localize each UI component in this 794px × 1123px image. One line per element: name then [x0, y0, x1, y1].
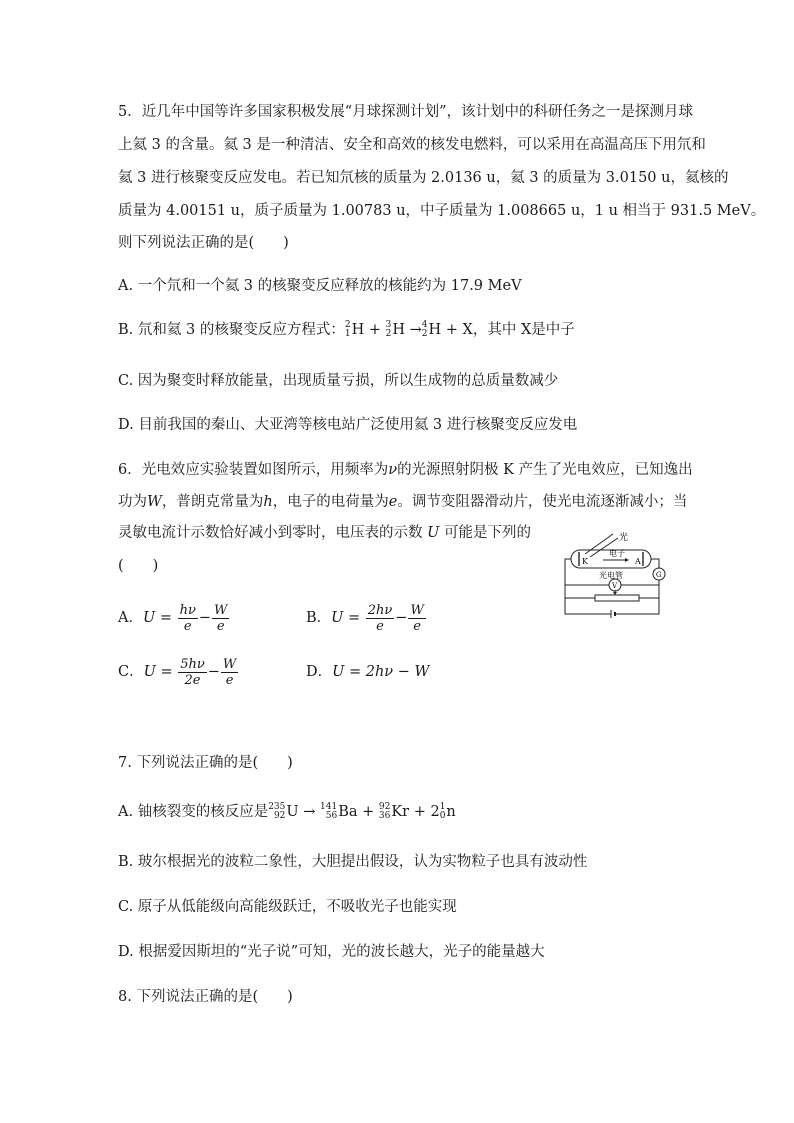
nuclide-mass-number: 4 [421, 320, 428, 330]
rheostat [595, 595, 639, 601]
nuclide-mass-number: 235 [268, 802, 286, 812]
nuclide-symbol: Ba [338, 804, 358, 820]
nuclide-mass-number: 92 [378, 802, 391, 812]
fraction [178, 657, 207, 688]
q6-text: 6．光电效应实验装置如图所示，用频率为 [118, 462, 389, 478]
nuclide-mass-number: 1 [439, 802, 446, 812]
fraction [212, 603, 229, 634]
numerator: W [214, 602, 228, 618]
nuclide-symbol: n [446, 804, 456, 820]
q7-option-a-text: A. 铀核裂变的核反应是 [118, 804, 269, 820]
q7-option-d: D. 根据爱因斯坦的“光子说”可知，光的波长越大，光子的能量越大 [118, 944, 545, 960]
nuclide-symbol: H [392, 322, 405, 338]
frequency-symbol: ν [388, 462, 398, 478]
q6-text: 功为 [118, 494, 147, 510]
nuclide-barium-141 [320, 802, 358, 822]
q5-stem-line-5: 则下列说法正确的是( ) [118, 235, 289, 251]
numerator: W [410, 602, 424, 618]
voltage-symbol: U [427, 525, 440, 541]
nuclide-deuterium [345, 320, 364, 340]
label-phototube: 光电管 [599, 571, 623, 580]
nuclide-symbol: H [428, 322, 442, 338]
nuclide-mass-number: 3 [385, 320, 392, 330]
q6-text: ，电子的电荷量为 [272, 494, 389, 510]
q6-option-a [118, 602, 230, 634]
numerator: hν [179, 602, 196, 618]
nuclide-helium-4 [422, 320, 441, 340]
label-voltmeter: V [612, 582, 618, 590]
minus-sign: − [198, 610, 212, 626]
q5-option-b-tail: ，其中 X是中子 [472, 322, 575, 338]
q6-text: 灵敏电流计示数恰好减小到零时，电压表的示数 [118, 525, 423, 541]
fraction [366, 603, 395, 634]
charge-symbol: e [388, 494, 398, 510]
numerator: 2hν [367, 602, 393, 618]
nuclide-krypton-92 [379, 802, 409, 822]
q6-text: 可能是下列的 [443, 525, 531, 541]
q8-stem: 8. 下列说法正确的是( ) [118, 989, 293, 1005]
fraction [178, 603, 198, 634]
option-label: A． [118, 610, 143, 626]
q7-option-b: B. 玻尔根据光的波粒二象性，大胆提出假设，认为实物粒子也具有波动性 [118, 854, 588, 870]
q5-option-b-text: B. 氘和氦 3 的核聚变反应方程式： [118, 322, 345, 338]
formula-lhs: U = [142, 610, 172, 626]
q6-text: 。调节变阻器滑动片，使光电流逐渐减小；当 [397, 494, 688, 510]
nuclide-symbol: U [286, 804, 299, 820]
plus-x: + X [445, 322, 473, 338]
nuclide-mass-number: 2 [344, 320, 351, 330]
planck-symbol: h [263, 494, 273, 510]
nuclide-atomic-number: 36 [378, 811, 391, 821]
wire-right [651, 559, 659, 568]
q6-option-d [306, 662, 429, 682]
q6-stem-line-4: ( ) [118, 558, 159, 574]
option-label: B． [306, 610, 332, 626]
plus-sign: + [368, 322, 381, 338]
nuclide-symbol: Kr [391, 804, 410, 820]
q6-text: 的光源照射阴极 K 产生了光电效应，已知逸出 [397, 462, 693, 478]
numerator: 5hν [180, 656, 205, 672]
reaction-arrow: → [409, 322, 422, 338]
nuclide-atomic-number: 1 [344, 329, 351, 339]
nuclide-mass-number: 141 [320, 802, 338, 812]
q5-stem-line-1: 5．近几年中国等许多国家积极发展“月球探测计划”，该计划中的科研任务之一是探测月球 [118, 104, 694, 120]
q5-option-b [118, 320, 575, 340]
denominator: e [413, 618, 421, 634]
q5-option-a: A. 一个氘和一个氦 3 的核聚变反应释放的核能约为 17.9 MeV [118, 278, 522, 294]
nuclide-uranium-235 [268, 802, 298, 822]
nuclide-symbol: H [351, 322, 365, 338]
electron-arrowhead [625, 558, 629, 562]
q5-option-d: D. 目前我国的秦山、大亚湾等核电站广泛使用氦 3 进行核聚变反应发电 [118, 417, 578, 433]
label-cathode: K [582, 557, 588, 566]
q5-stem-line-4: 质量为 4.00151 u，质子质量为 1.00783 u，中子质量为 1.008665 u，1 u 相当于 931.5 MeV。 [118, 203, 766, 219]
fraction [221, 657, 238, 688]
denominator: e [216, 618, 225, 634]
q6-option-c [118, 656, 239, 688]
minus-sign: − [395, 610, 408, 626]
q7-option-c: C. 原子从低能级向高能级跃迁，不吸收光子也能实现 [118, 899, 457, 915]
denominator: e [225, 672, 234, 688]
minus-sign: − [207, 664, 220, 680]
plus-coefficient: + 2 [413, 804, 440, 820]
nuclide-atomic-number: 2 [385, 329, 392, 339]
denominator: 2e [184, 672, 201, 688]
nuclide-atomic-number: 56 [325, 811, 338, 821]
label-light: 光 [619, 533, 629, 543]
q5-option-c: C. 因为聚变时释放能量，出现质量亏损，所以生成物的总质量数减少 [118, 373, 559, 389]
q6-stem-line-1 [118, 460, 693, 480]
plus-sign: + [362, 804, 375, 820]
q6-option-b [306, 602, 427, 634]
nuclide-atomic-number: 0 [439, 811, 446, 821]
q6-text: ，普朗克常量为 [161, 494, 264, 510]
photoelectric-circuit-diagram [563, 528, 675, 620]
nuclide-atomic-number: 2 [421, 329, 428, 339]
numerator: W [222, 656, 237, 672]
nuclide-helium-3 [386, 320, 405, 340]
denominator: e [183, 618, 192, 634]
fraction [408, 603, 425, 634]
q5-stem-line-3: 氦 3 进行核聚变反应发电。若已知氘核的质量为 2.0136 u，氦 3 的质量为 3.0150 u，氦核的 [118, 170, 729, 186]
q7-stem: 7. 下列说法正确的是( ) [118, 755, 293, 771]
denominator: e [376, 618, 384, 634]
formula-lhs: U = [143, 664, 173, 680]
q7-option-a [118, 802, 456, 822]
q6-stem-line-3 [118, 523, 531, 543]
label-anode: A [635, 557, 641, 566]
label-galvanometer: G [656, 571, 662, 579]
work-function-symbol: W [147, 494, 162, 510]
formula-lhs: U = [331, 610, 361, 626]
nuclide-atomic-number: 92 [273, 811, 286, 821]
label-electron: 电子 [609, 549, 625, 558]
formula: U = 2hν − W [332, 664, 430, 680]
q5-stem-line-2: 上氦 3 的含量。氦 3 是一种清洁、安全和高效的核发电燃料，可以采用在高温高压下用氘和 [118, 137, 706, 153]
option-label: D． [306, 664, 333, 680]
q6-stem-line-2 [118, 492, 687, 512]
option-label: C． [118, 664, 144, 680]
reaction-arrow: → [303, 804, 316, 820]
nuclide-neutron [440, 802, 456, 822]
